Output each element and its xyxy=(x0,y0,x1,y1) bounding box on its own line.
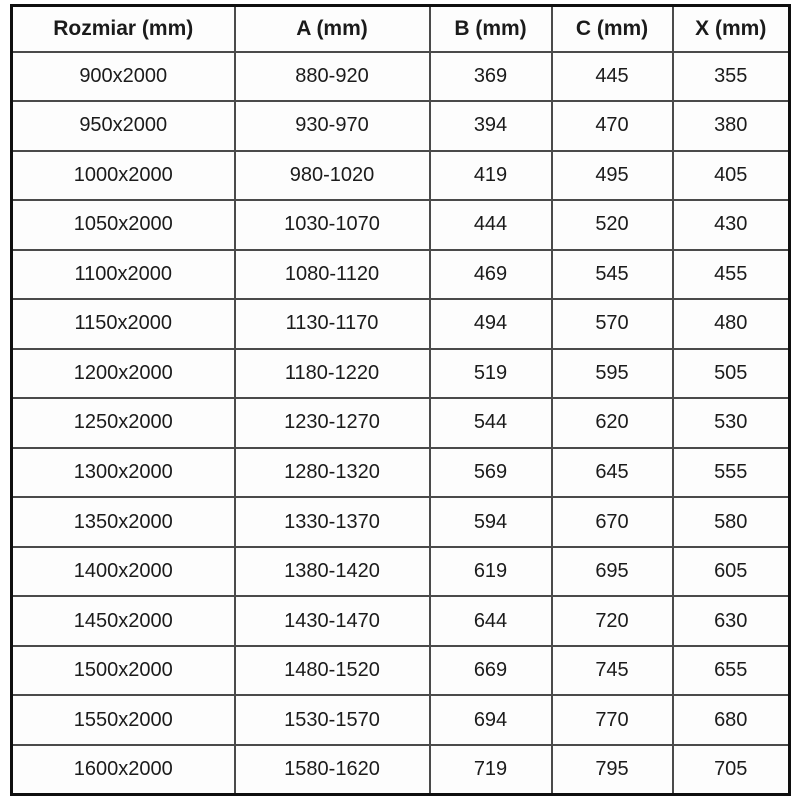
table-cell: 655 xyxy=(673,646,790,696)
table-cell: 570 xyxy=(552,299,673,349)
table-cell: 1050x2000 xyxy=(12,200,235,250)
table-cell: 380 xyxy=(673,101,790,151)
table-cell: 705 xyxy=(673,745,790,795)
table-cell: 1250x2000 xyxy=(12,398,235,448)
table-cell: 394 xyxy=(430,101,552,151)
table-row xyxy=(12,596,790,646)
table-cell: 430 xyxy=(673,200,790,250)
table-cell: 555 xyxy=(673,448,790,498)
table-cell: 694 xyxy=(430,695,552,745)
table-cell: 630 xyxy=(673,596,790,646)
table-cell: 770 xyxy=(552,695,673,745)
table-row xyxy=(12,299,790,349)
table-cell: 520 xyxy=(552,200,673,250)
table-row xyxy=(12,547,790,597)
table-cell: 445 xyxy=(552,52,673,102)
table-cell: 1180-1220 xyxy=(235,349,430,399)
table-cell: 1480-1520 xyxy=(235,646,430,696)
table-cell: 594 xyxy=(430,497,552,547)
table-cell: 530 xyxy=(673,398,790,448)
table-row xyxy=(12,745,790,795)
column-header-a: A (mm) xyxy=(235,6,430,52)
table-cell: 1380-1420 xyxy=(235,547,430,597)
table-cell: 1400x2000 xyxy=(12,547,235,597)
table-cell: 1000x2000 xyxy=(12,151,235,201)
table-cell: 1030-1070 xyxy=(235,200,430,250)
table-cell: 670 xyxy=(552,497,673,547)
table-cell: 1280-1320 xyxy=(235,448,430,498)
table-row xyxy=(12,52,790,102)
table-cell: 369 xyxy=(430,52,552,102)
table-cell: 595 xyxy=(552,349,673,399)
table-row xyxy=(12,497,790,547)
table-cell: 1580-1620 xyxy=(235,745,430,795)
table-cell: 900x2000 xyxy=(12,52,235,102)
table-cell: 1300x2000 xyxy=(12,448,235,498)
table-cell: 950x2000 xyxy=(12,101,235,151)
table-row xyxy=(12,349,790,399)
table-row xyxy=(12,200,790,250)
table-cell: 494 xyxy=(430,299,552,349)
table-cell: 1430-1470 xyxy=(235,596,430,646)
column-header-b: B (mm) xyxy=(430,6,552,52)
table-cell: 1500x2000 xyxy=(12,646,235,696)
table-cell: 695 xyxy=(552,547,673,597)
column-header-rozmiar: Rozmiar (mm) xyxy=(12,6,235,52)
table-cell: 444 xyxy=(430,200,552,250)
table-cell: 669 xyxy=(430,646,552,696)
table-cell: 455 xyxy=(673,250,790,300)
table-cell: 1600x2000 xyxy=(12,745,235,795)
table-cell: 1450x2000 xyxy=(12,596,235,646)
table-row xyxy=(12,646,790,696)
table-header xyxy=(12,6,790,52)
table-cell: 1550x2000 xyxy=(12,695,235,745)
table-cell: 930-970 xyxy=(235,101,430,151)
table-cell: 619 xyxy=(430,547,552,597)
table-cell: 1200x2000 xyxy=(12,349,235,399)
table-header-row xyxy=(12,6,790,52)
table-cell: 620 xyxy=(552,398,673,448)
table-cell: 1130-1170 xyxy=(235,299,430,349)
table-cell: 719 xyxy=(430,745,552,795)
table-cell: 519 xyxy=(430,349,552,399)
table-row xyxy=(12,398,790,448)
table-cell: 720 xyxy=(552,596,673,646)
column-header-x: X (mm) xyxy=(673,6,790,52)
table-cell: 1530-1570 xyxy=(235,695,430,745)
table-row xyxy=(12,101,790,151)
table-cell: 419 xyxy=(430,151,552,201)
table-cell: 1150x2000 xyxy=(12,299,235,349)
table-cell: 480 xyxy=(673,299,790,349)
table-cell: 495 xyxy=(552,151,673,201)
table-cell: 605 xyxy=(673,547,790,597)
table-cell: 1100x2000 xyxy=(12,250,235,300)
table-cell: 405 xyxy=(673,151,790,201)
table-cell: 580 xyxy=(673,497,790,547)
table-cell: 680 xyxy=(673,695,790,745)
table-cell: 505 xyxy=(673,349,790,399)
table-cell: 645 xyxy=(552,448,673,498)
table-row xyxy=(12,695,790,745)
table-cell: 355 xyxy=(673,52,790,102)
column-header-c: C (mm) xyxy=(552,6,673,52)
table-cell: 1230-1270 xyxy=(235,398,430,448)
table-row xyxy=(12,448,790,498)
table-cell: 1350x2000 xyxy=(12,497,235,547)
table-cell: 1330-1370 xyxy=(235,497,430,547)
table-row xyxy=(12,250,790,300)
table-cell: 545 xyxy=(552,250,673,300)
table-body xyxy=(12,52,790,795)
table-cell: 469 xyxy=(430,250,552,300)
table-cell: 980-1020 xyxy=(235,151,430,201)
table-cell: 880-920 xyxy=(235,52,430,102)
table-cell: 745 xyxy=(552,646,673,696)
table-cell: 470 xyxy=(552,101,673,151)
table-row xyxy=(12,151,790,201)
table-cell: 1080-1120 xyxy=(235,250,430,300)
table-cell: 544 xyxy=(430,398,552,448)
size-table xyxy=(10,4,791,796)
table-cell: 644 xyxy=(430,596,552,646)
table-cell: 569 xyxy=(430,448,552,498)
table-cell: 795 xyxy=(552,745,673,795)
